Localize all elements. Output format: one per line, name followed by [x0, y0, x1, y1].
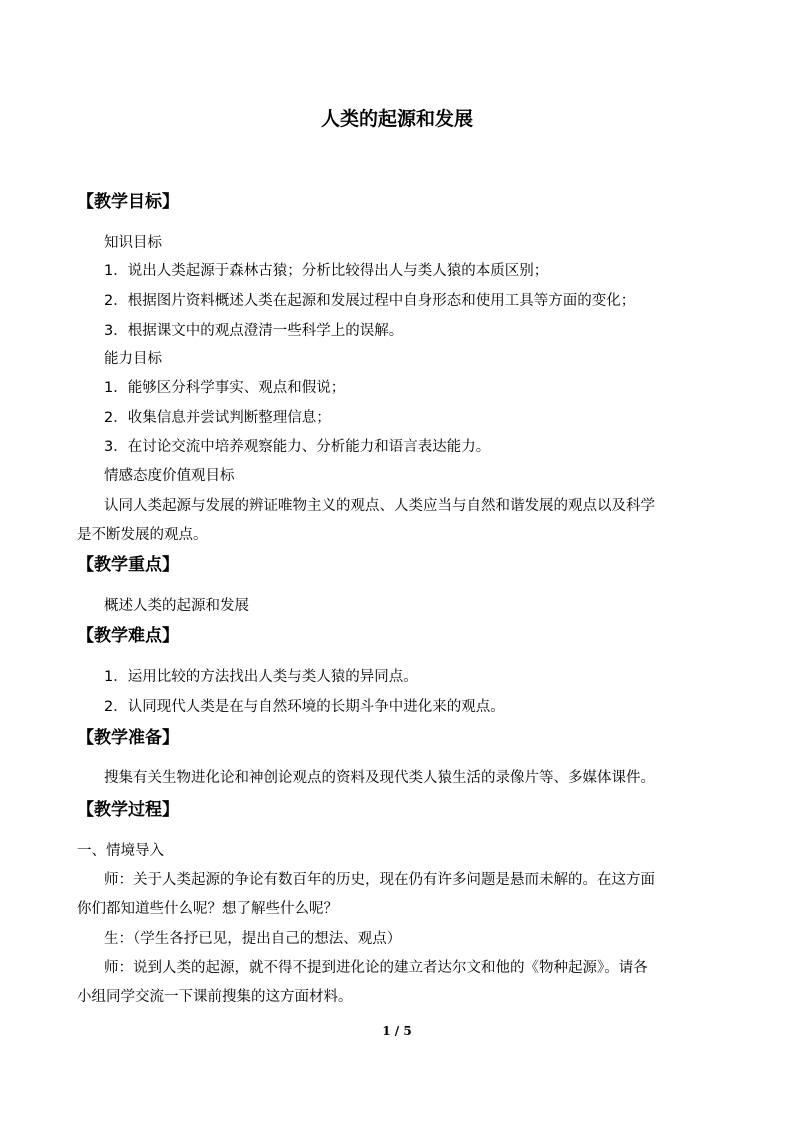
ability-item: 2．收集信息并尝试判断整理信息； [104, 410, 331, 426]
knowledge-item: 1．说出人类起源于森林古猿；分析比较得出人与类人猿的本质区别； [104, 263, 549, 279]
key-heading: 【教学重点】 [77, 555, 179, 575]
difficult-item: 2．认同现代人类是在与自然环境的长期斗争中进化来的观点。 [104, 699, 505, 715]
page-number: 1 / 5 [382, 1024, 412, 1038]
prep-text: 搜集有关生物进化论和神创论观点的资料及现代类人猿生活的录像片等、多媒体课件。 [104, 770, 655, 786]
attitude-text-line: 认同人类起源与发展的辨证唯物主义的观点、人类应当与自然和谐发展的观点以及科学 [104, 498, 655, 514]
process-heading: 【教学过程】 [77, 800, 179, 820]
process-line: 师：关于人类起源的争论有数百年的历史，现在仍有许多问题是悬而未解的。在这方面 [104, 872, 655, 888]
knowledge-item: 3．根据课文中的观点澄清一些科学上的误解。 [104, 323, 404, 339]
ability-label: 能力目标 [104, 351, 162, 367]
process-line: 一、情境导入 [77, 843, 164, 859]
process-line: 小组同学交流一下课前搜集的这方面材料。 [77, 989, 353, 1005]
difficult-heading: 【教学难点】 [77, 626, 179, 646]
process-line: 师：说到人类的起源，就不得不提到进化论的建立者达尔文和他的《物种起源》。请各 [104, 960, 648, 976]
ability-item: 1．能够区分科学事实、观点和假说； [104, 380, 346, 396]
ability-item: 3．在讨论交流中培养观察能力、分析能力和语言表达能力。 [104, 439, 491, 455]
process-line: 你们都知道些什么呢？想了解些什么呢？ [77, 901, 338, 917]
process-line: 生：（学生各抒已见，提出自己的想法、观点） [104, 931, 402, 947]
objectives-heading: 【教学目标】 [77, 192, 179, 212]
key-text: 概述人类的起源和发展 [104, 598, 249, 614]
attitude-text-line: 是不断发展的观点。 [77, 527, 208, 543]
difficult-item: 1．运用比较的方法找出人类与类人猿的异同点。 [104, 669, 418, 685]
knowledge-item: 2．根据图片资料概述人类在起源和发展过程中自身形态和使用工具等方面的变化； [104, 293, 636, 309]
document-title: 人类的起源和发展 [320, 108, 473, 130]
attitude-label: 情感态度价值观目标 [104, 468, 235, 484]
prep-heading: 【教学准备】 [77, 728, 179, 748]
knowledge-label: 知识目标 [104, 235, 162, 251]
